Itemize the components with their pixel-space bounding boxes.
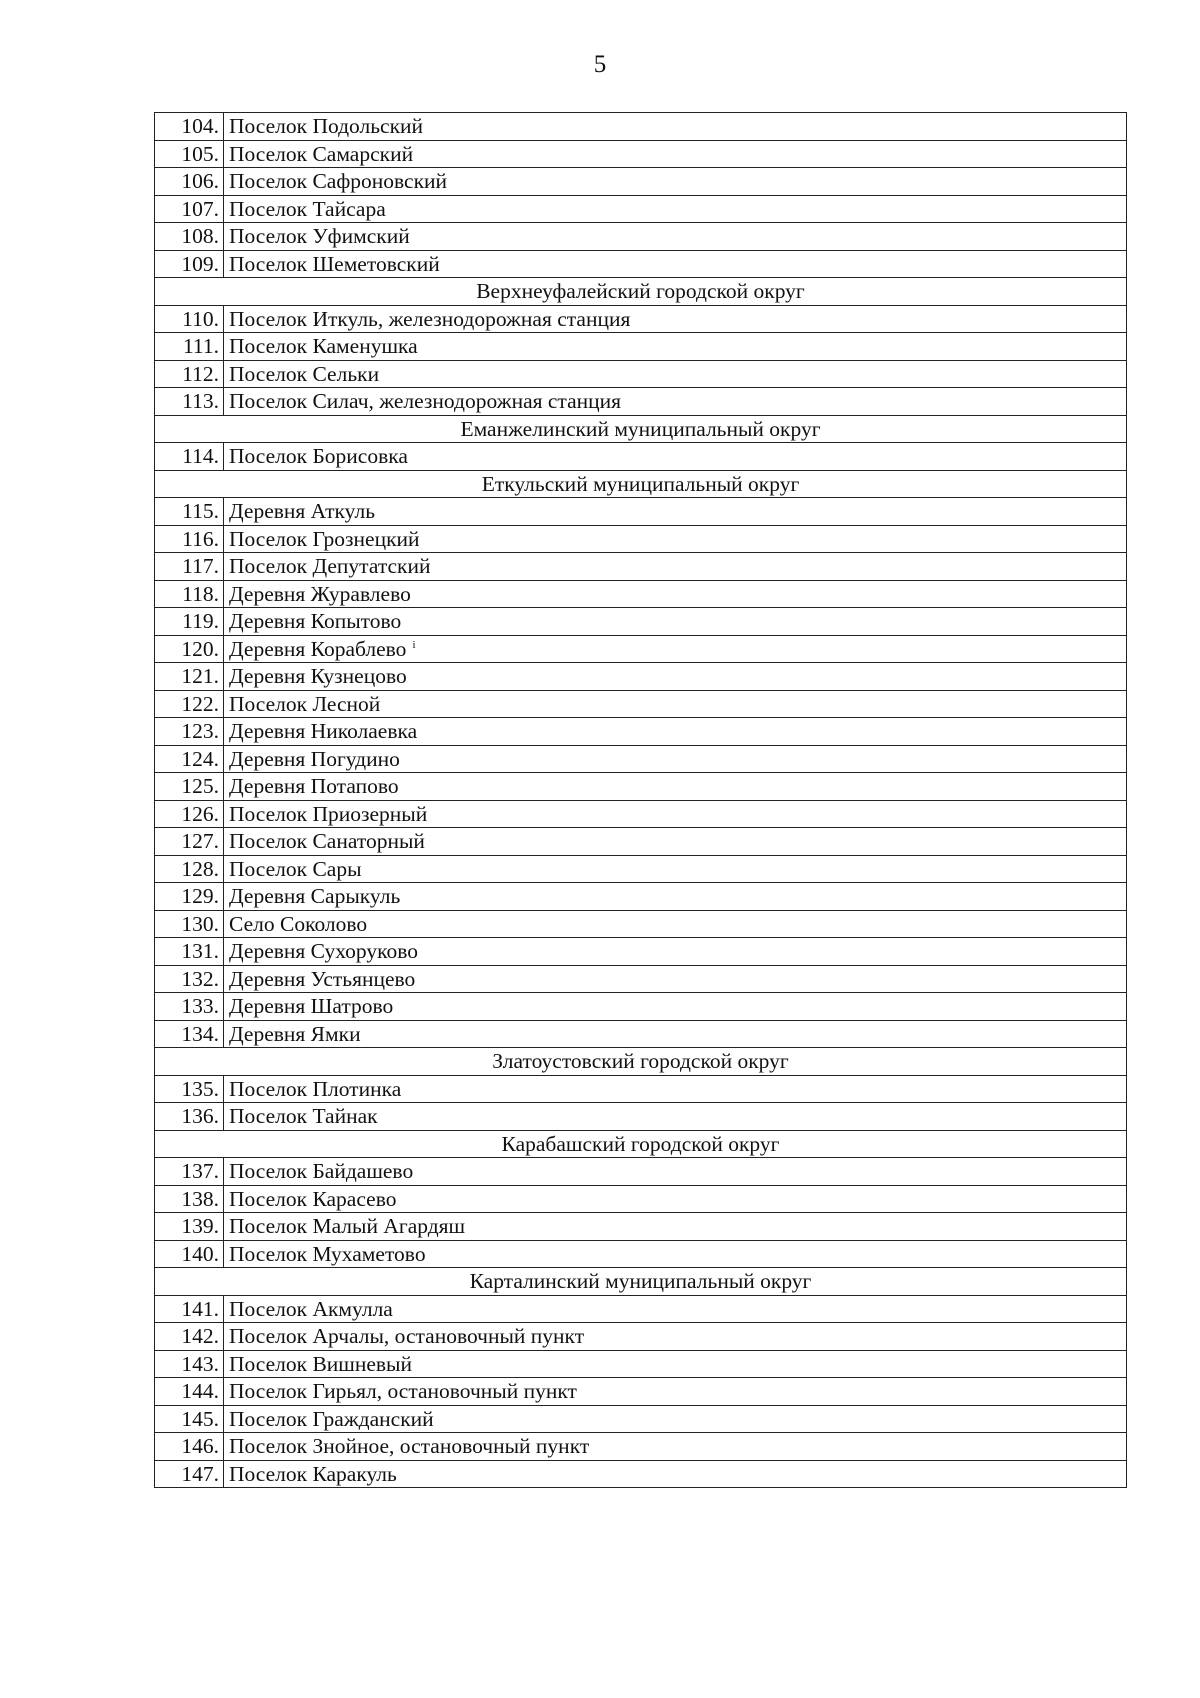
- section-title: Верхнеуфалейский городской округ: [155, 278, 1127, 306]
- table-row: [155, 168, 1127, 196]
- settlements-table-body: [155, 113, 1127, 1488]
- settlement-name-cell: [224, 360, 1127, 388]
- settlement-name-cell: [224, 1460, 1127, 1488]
- settlement-name: Деревня Шатрово: [229, 994, 394, 1019]
- table-row: [155, 1350, 1127, 1378]
- settlement-name-cell: [224, 828, 1127, 856]
- settlement-name-cell: [224, 168, 1127, 196]
- row-number: 125.: [155, 773, 224, 801]
- settlement-name-cell: [224, 663, 1127, 691]
- settlement-name-cell: [224, 1350, 1127, 1378]
- settlement-name: Поселок Уфимский: [229, 224, 410, 249]
- row-number: 146.: [155, 1433, 224, 1461]
- row-number: 132.: [155, 965, 224, 993]
- settlement-name-cell: [224, 718, 1127, 746]
- table-row: [155, 1323, 1127, 1351]
- settlement-name: Деревня Ямки: [229, 1021, 361, 1046]
- settlement-name-cell: [224, 635, 1127, 663]
- section-header-row: [155, 470, 1127, 498]
- section-title: Еманжелинский муниципальный округ: [155, 415, 1127, 443]
- settlement-name: Деревня Сарыкуль: [229, 884, 401, 909]
- table-row: [155, 140, 1127, 168]
- settlement-name-cell: [224, 223, 1127, 251]
- settlement-name-cell: [224, 608, 1127, 636]
- row-number: 118.: [155, 580, 224, 608]
- table-row: [155, 855, 1127, 883]
- table-row: [155, 718, 1127, 746]
- settlement-name: Деревня Николаевка: [229, 719, 418, 744]
- settlement-name-cell: [224, 910, 1127, 938]
- settlement-name-cell: [224, 1378, 1127, 1406]
- settlement-name: Деревня Устьянцево: [229, 966, 416, 991]
- table-row: [155, 250, 1127, 278]
- settlement-name-cell: [224, 1295, 1127, 1323]
- section-header-row: [155, 1268, 1127, 1296]
- row-number: 108.: [155, 223, 224, 251]
- settlement-name: Поселок Вишневый: [229, 1351, 413, 1376]
- settlement-name: Поселок Грознецкий: [229, 526, 420, 551]
- row-number: 123.: [155, 718, 224, 746]
- table-row: [155, 1295, 1127, 1323]
- table-row: [155, 800, 1127, 828]
- table-row: [155, 195, 1127, 223]
- table-row: [155, 1020, 1127, 1048]
- settlement-name-cell: [224, 113, 1127, 141]
- settlement-name-cell: [224, 745, 1127, 773]
- row-number: 137.: [155, 1158, 224, 1186]
- settlement-name: Поселок Акмулла: [229, 1296, 393, 1321]
- settlement-name: Деревня Журавлево: [229, 581, 411, 606]
- row-number: 144.: [155, 1378, 224, 1406]
- settlement-name: Поселок Иткуль, железнодорожная станция: [229, 306, 631, 331]
- settlement-name: Поселок Плотинка: [229, 1076, 402, 1101]
- row-number: 138.: [155, 1185, 224, 1213]
- table-row: [155, 580, 1127, 608]
- row-number: 136.: [155, 1103, 224, 1131]
- settlement-name-cell: [224, 1075, 1127, 1103]
- settlement-name-cell: [224, 1185, 1127, 1213]
- page-number: 5: [593, 51, 607, 78]
- settlement-name: Поселок Байдашево: [229, 1159, 414, 1184]
- table-row: [155, 1158, 1127, 1186]
- settlement-name: Поселок Шеметовский: [229, 251, 440, 276]
- settlement-name: Поселок Депутатский: [229, 554, 431, 579]
- section-header-row: [155, 278, 1127, 306]
- table-row: [155, 443, 1127, 471]
- section-title: Златоустовский городской округ: [155, 1048, 1127, 1076]
- table-row: [155, 938, 1127, 966]
- table-row: [155, 223, 1127, 251]
- settlement-name: Поселок Тайсара: [229, 196, 386, 221]
- row-number: 142.: [155, 1323, 224, 1351]
- row-number: 128.: [155, 855, 224, 883]
- row-number: 143.: [155, 1350, 224, 1378]
- settlement-name-cell: [224, 1240, 1127, 1268]
- row-number: 126.: [155, 800, 224, 828]
- table-row: [155, 745, 1127, 773]
- table-row: [155, 1103, 1127, 1131]
- settlement-name: Поселок Мухаметово: [229, 1241, 426, 1266]
- row-number: 107.: [155, 195, 224, 223]
- settlement-name: Деревня Кузнецово: [229, 664, 407, 689]
- table-row: [155, 883, 1127, 911]
- table-row: [155, 305, 1127, 333]
- row-number: 145.: [155, 1405, 224, 1433]
- settlement-name-cell: [224, 333, 1127, 361]
- row-number: 134.: [155, 1020, 224, 1048]
- settlement-name-cell: [224, 773, 1127, 801]
- settlement-name-cell: [224, 553, 1127, 581]
- settlement-name-cell: [224, 993, 1127, 1021]
- table-row: [155, 1405, 1127, 1433]
- table-row: [155, 1433, 1127, 1461]
- settlement-name-cell: [224, 800, 1127, 828]
- row-number: 115.: [155, 498, 224, 526]
- settlement-name: Поселок Приозерный: [229, 801, 428, 826]
- row-number: 147.: [155, 1460, 224, 1488]
- settlement-name-cell: [224, 883, 1127, 911]
- settlement-name: Поселок Каракуль: [229, 1461, 397, 1486]
- section-title: Еткульский муниципальный округ: [155, 470, 1127, 498]
- row-number: 117.: [155, 553, 224, 581]
- table-row: [155, 113, 1127, 141]
- settlement-name: Поселок Знойное, остановочный пункт: [229, 1434, 590, 1459]
- settlement-name: Поселок Карасево: [229, 1186, 397, 1211]
- settlement-name-cell: [224, 580, 1127, 608]
- table-row: [155, 608, 1127, 636]
- settlement-name-cell: [224, 140, 1127, 168]
- table-row: [155, 690, 1127, 718]
- settlement-name-cell: [224, 250, 1127, 278]
- table-row: [155, 910, 1127, 938]
- table-row: [155, 1075, 1127, 1103]
- row-number: 112.: [155, 360, 224, 388]
- section-title: Карталинский муниципальный округ: [155, 1268, 1127, 1296]
- settlement-name: Деревня Потапово: [229, 774, 399, 799]
- row-number: 113.: [155, 388, 224, 416]
- row-number: 139.: [155, 1213, 224, 1241]
- section-header-row: [155, 1048, 1127, 1076]
- settlement-name-cell: [224, 195, 1127, 223]
- row-number: 129.: [155, 883, 224, 911]
- settlement-name: Село Соколово: [229, 911, 368, 936]
- table-row: [155, 498, 1127, 526]
- row-number: 121.: [155, 663, 224, 691]
- row-number: 120.: [155, 635, 224, 663]
- settlement-name: Поселок Лесной: [229, 691, 381, 716]
- table-row: [155, 553, 1127, 581]
- settlement-name-cell: [224, 965, 1127, 993]
- settlement-name: Поселок Тайнак: [229, 1104, 378, 1129]
- settlement-name-cell: [224, 1405, 1127, 1433]
- row-number: 109.: [155, 250, 224, 278]
- settlement-name: Поселок Сафроновский: [229, 169, 448, 194]
- settlement-name-cell: [224, 443, 1127, 471]
- settlement-name-cell: [224, 855, 1127, 883]
- row-number: 130.: [155, 910, 224, 938]
- row-number: 104.: [155, 113, 224, 141]
- settlement-name-cell: [224, 1103, 1127, 1131]
- row-number: 135.: [155, 1075, 224, 1103]
- table-row: [155, 1185, 1127, 1213]
- settlement-name: Деревня Кораблево: [229, 636, 407, 661]
- row-number: 105.: [155, 140, 224, 168]
- section-title: Карабашский городской округ: [155, 1130, 1127, 1158]
- settlement-name: Поселок Силач, железнодорожная станция: [229, 389, 622, 414]
- settlement-name: Деревня Погудино: [229, 746, 400, 771]
- settlement-name-cell: [224, 1020, 1127, 1048]
- table-row: [155, 1460, 1127, 1488]
- row-number: 140.: [155, 1240, 224, 1268]
- table-row: [155, 773, 1127, 801]
- settlement-name-cell: [224, 388, 1127, 416]
- row-number: 124.: [155, 745, 224, 773]
- row-number: 111.: [155, 333, 224, 361]
- settlement-name: Поселок Гирьял, остановочный пункт: [229, 1379, 577, 1404]
- settlement-name: Поселок Сельки: [229, 361, 380, 386]
- table-row: [155, 965, 1127, 993]
- row-number: 141.: [155, 1295, 224, 1323]
- settlement-name: Поселок Борисовка: [229, 444, 408, 469]
- section-header-row: [155, 415, 1127, 443]
- section-header-row: [155, 1130, 1127, 1158]
- settlement-name-cell: [224, 1213, 1127, 1241]
- settlement-name: Поселок Самарский: [229, 141, 414, 166]
- settlement-name: Деревня Копытово: [229, 609, 402, 634]
- settlement-name: Поселок Малый Агардяш: [229, 1214, 466, 1239]
- row-number: 119.: [155, 608, 224, 636]
- table-row: [155, 333, 1127, 361]
- settlement-name-cell: [224, 525, 1127, 553]
- settlement-name: Поселок Сары: [229, 856, 362, 881]
- settlement-name: Деревня Аткуль: [229, 499, 376, 524]
- settlement-name: Поселок Каменушка: [229, 334, 418, 359]
- settlement-name: Поселок Арчалы, остановочный пункт: [229, 1324, 585, 1349]
- row-number: 131.: [155, 938, 224, 966]
- row-number: 110.: [155, 305, 224, 333]
- settlement-name-cell: [224, 1433, 1127, 1461]
- table-row: [155, 360, 1127, 388]
- row-number: 122.: [155, 690, 224, 718]
- row-number: 114.: [155, 443, 224, 471]
- table-row: [155, 388, 1127, 416]
- settlement-name-cell: [224, 1323, 1127, 1351]
- settlement-name: Поселок Подольский: [229, 114, 424, 139]
- settlement-name: Поселок Санаторный: [229, 829, 425, 854]
- settlement-name-cell: [224, 690, 1127, 718]
- row-number: 127.: [155, 828, 224, 856]
- settlement-name: Поселок Гражданский: [229, 1406, 434, 1431]
- row-number: 106.: [155, 168, 224, 196]
- settlement-name-cell: [224, 305, 1127, 333]
- row-number: 133.: [155, 993, 224, 1021]
- table-row: [155, 828, 1127, 856]
- table-row: [155, 1240, 1127, 1268]
- table-row: [155, 993, 1127, 1021]
- table-row: [155, 635, 1127, 663]
- settlement-name-cell: [224, 498, 1127, 526]
- table-row: [155, 663, 1127, 691]
- table-row: [155, 1213, 1127, 1241]
- footnote-mark: i: [412, 638, 416, 651]
- table-row: [155, 525, 1127, 553]
- settlements-table: [154, 112, 1127, 1488]
- settlement-name-cell: [224, 938, 1127, 966]
- settlement-name-cell: [224, 1158, 1127, 1186]
- settlement-name: Деревня Сухоруково: [229, 939, 418, 964]
- row-number: 116.: [155, 525, 224, 553]
- table-row: [155, 1378, 1127, 1406]
